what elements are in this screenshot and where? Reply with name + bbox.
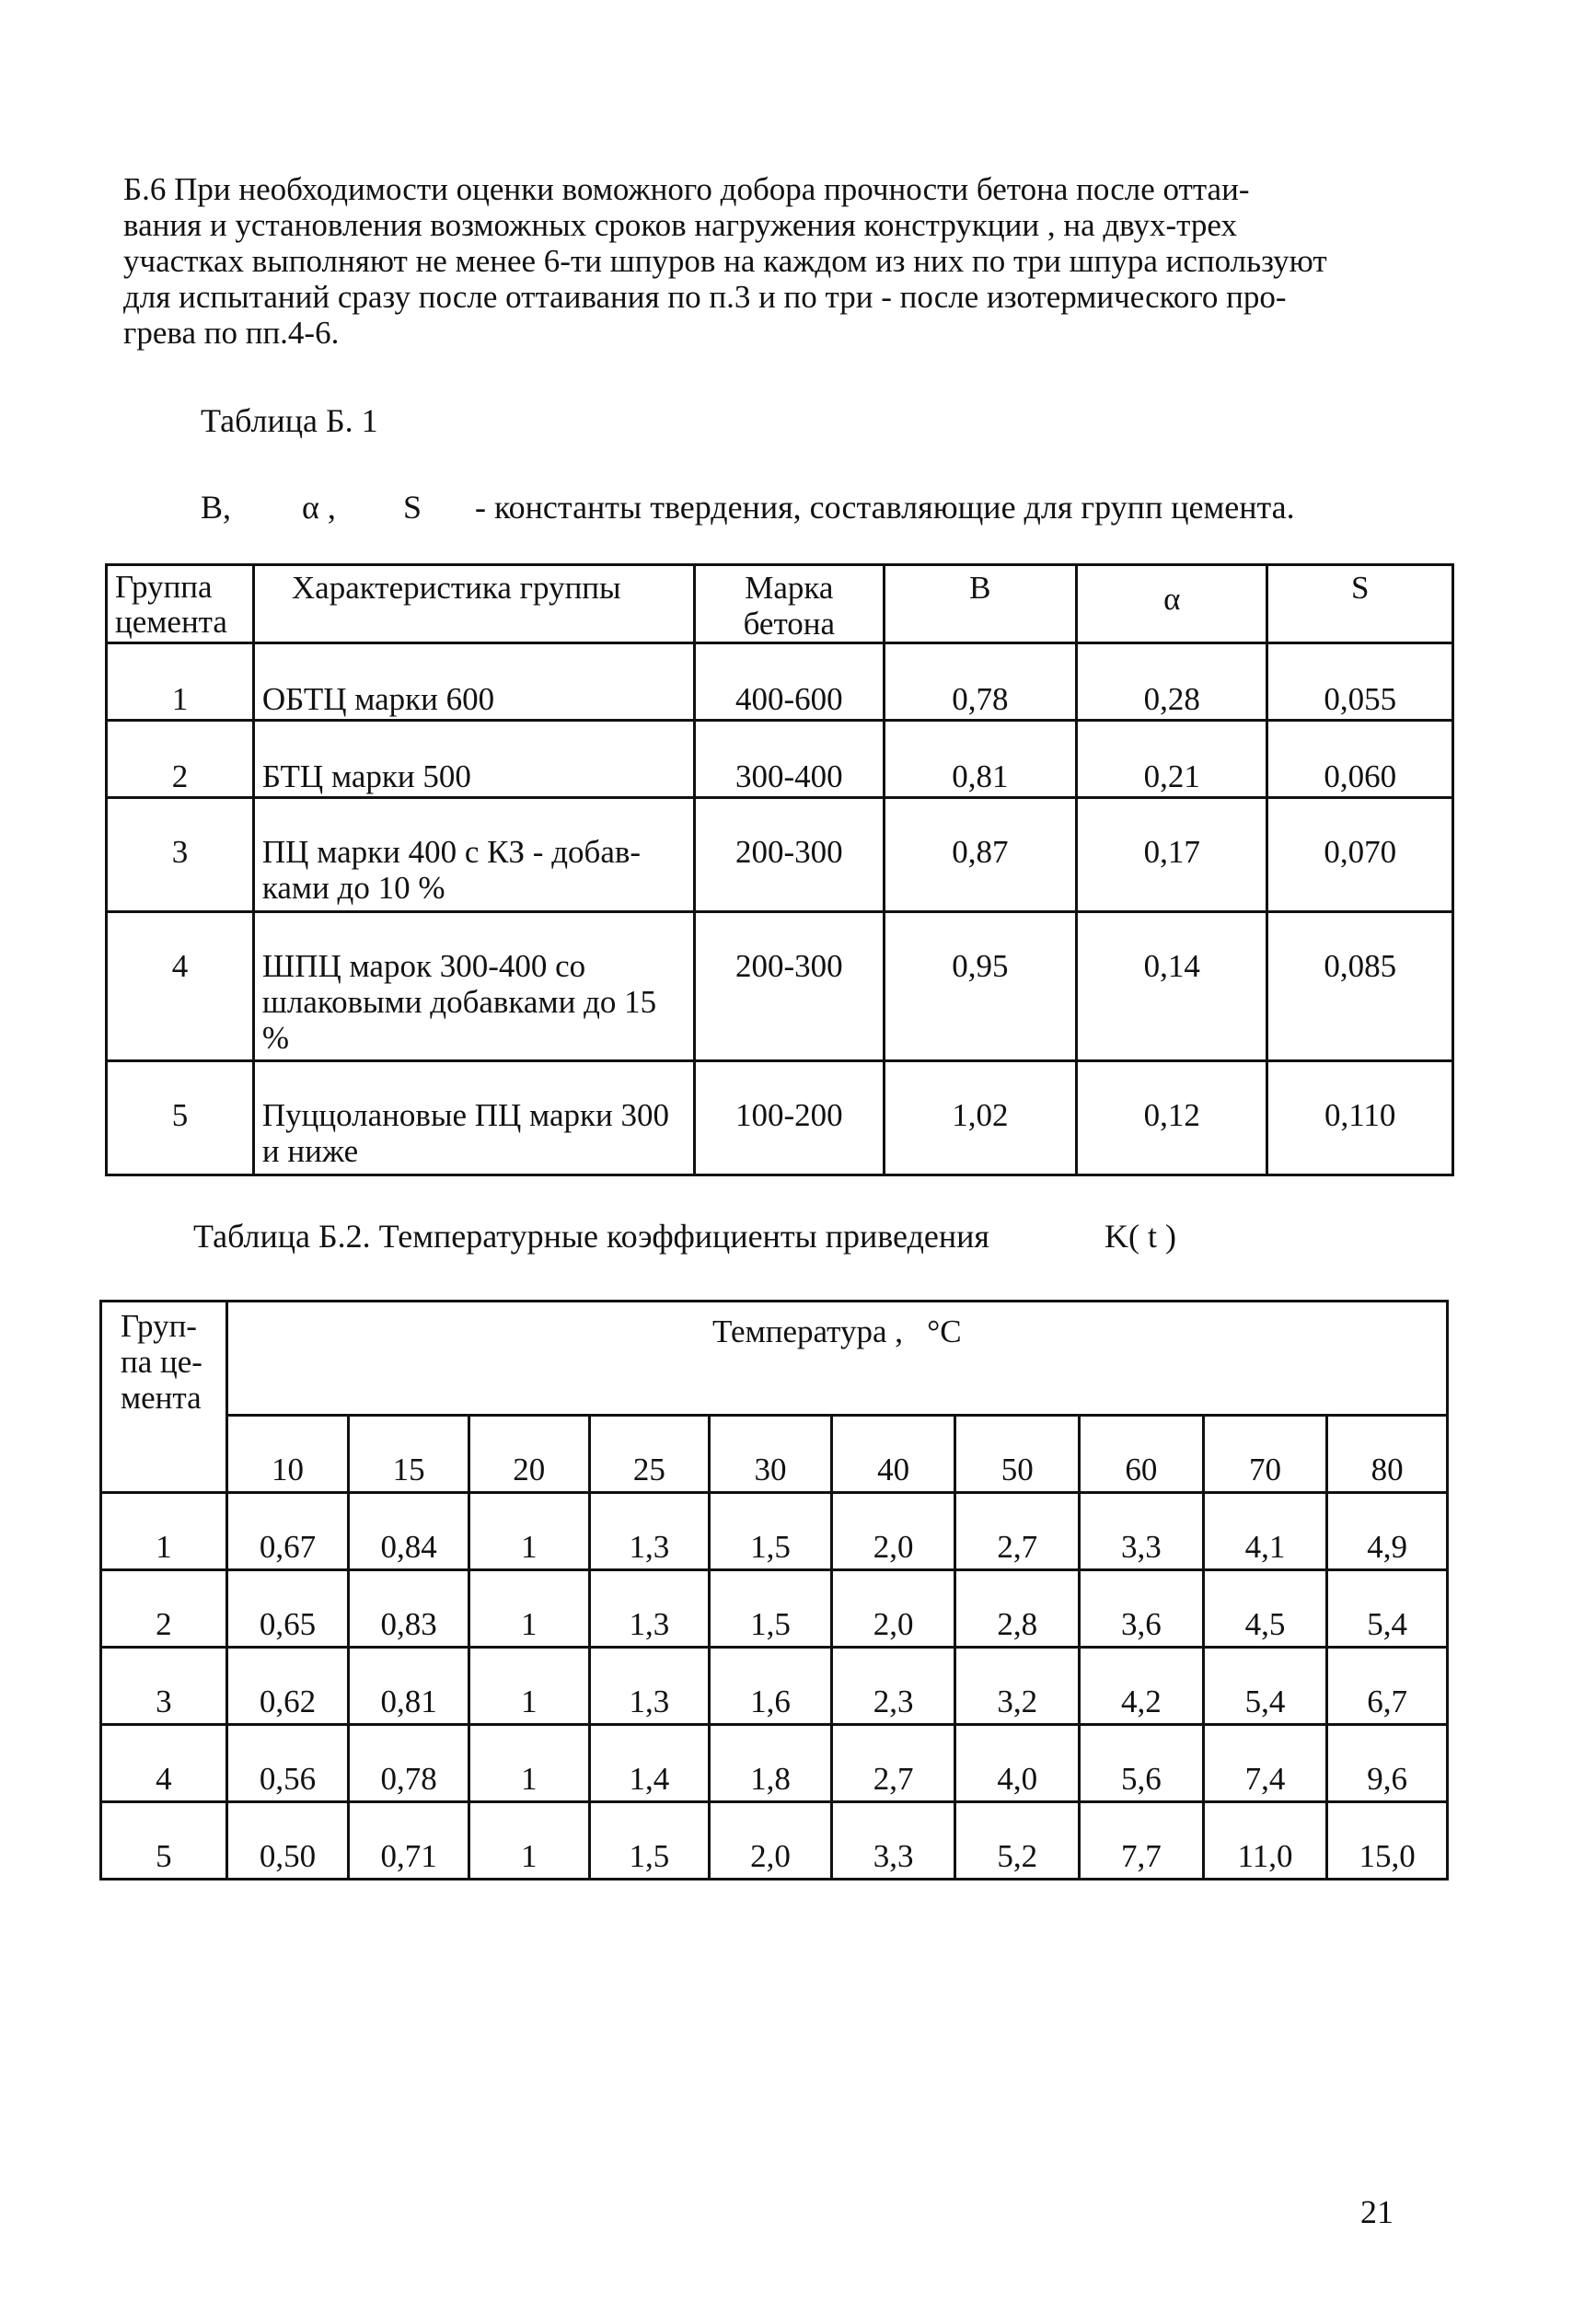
cell-coefficient: 5,4 [1327, 1570, 1448, 1648]
cell-alpha: 0,14 [1077, 912, 1267, 1061]
cell-coefficient: 5,2 [955, 1802, 1080, 1880]
cell-s: 0,070 [1267, 798, 1453, 912]
header-b: B [884, 565, 1076, 643]
cell-grade: 400-600 [695, 643, 885, 721]
cell-coefficient: 1 [468, 1725, 589, 1802]
temp-value: 25 [589, 1416, 710, 1493]
paragraph-line: грева по пп.4-6. [123, 315, 340, 351]
temp-value: 70 [1203, 1416, 1327, 1493]
cell-coefficient: 0,65 [226, 1570, 349, 1648]
cell-coefficient: 2,0 [831, 1493, 955, 1570]
cell-s: 0,055 [1267, 643, 1453, 721]
paragraph-line: участках выполняют не менее 6-ти шпуров на каждом из них по три шпура используют [123, 243, 1327, 279]
cell-coefficient: 4,5 [1203, 1570, 1327, 1648]
paragraph-line: для испытаний сразу после оттаивания по п.3 и по три - после изотермического про- [123, 279, 1287, 315]
cell-coefficient: 2,7 [955, 1493, 1080, 1570]
symbol-b: B, [201, 489, 232, 526]
cell-group: 1 [101, 1493, 227, 1570]
cell-coefficient: 15,0 [1327, 1802, 1448, 1880]
cell-group: 1 [107, 643, 254, 721]
cell-coefficient: 0,67 [226, 1493, 349, 1570]
cell-coefficient: 11,0 [1203, 1802, 1327, 1880]
cell-coefficient: 4,9 [1327, 1493, 1448, 1570]
cell-group: 4 [101, 1725, 227, 1802]
cell-coefficient: 1,4 [589, 1725, 710, 1802]
cell-coefficient: 4,0 [955, 1725, 1080, 1802]
table-temperature-coefficients [99, 1300, 1449, 1881]
cell-desc: БТЦ марки 500 [253, 721, 694, 798]
cell-s: 0,060 [1267, 721, 1453, 798]
table1-title: Таблица Б. 1 [201, 402, 378, 439]
cell-coefficient: 1 [468, 1802, 589, 1880]
cell-coefficient: 3,3 [1080, 1493, 1204, 1570]
cell-desc: ОБТЦ марки 600 [253, 643, 694, 721]
table2-body [101, 1493, 1448, 1880]
cell-coefficient: 1 [468, 1570, 589, 1648]
cell-coefficient: 0,56 [226, 1725, 349, 1802]
table2-temps-row [101, 1416, 1448, 1493]
temp-value: 80 [1327, 1416, 1448, 1493]
cell-coefficient: 3,6 [1080, 1570, 1204, 1648]
cell-s: 0,110 [1267, 1061, 1453, 1175]
table-row [101, 1570, 1448, 1648]
table2-title-symbol: K( t ) [1104, 1218, 1176, 1255]
cell-coefficient: 1 [468, 1648, 589, 1725]
temp-value: 10 [226, 1416, 349, 1493]
cell-coefficient: 0,84 [349, 1493, 469, 1570]
temp-value: 15 [349, 1416, 469, 1493]
subtitle-text: - константы твердения, составляющие для групп цемента. [475, 489, 1295, 526]
cell-grade: 300-400 [695, 721, 885, 798]
cell-alpha: 0,17 [1077, 798, 1267, 912]
header-s: S [1267, 565, 1453, 643]
cell-desc: ПЦ марки 400 с КЗ - добав-ками до 10 % [253, 798, 694, 912]
cell-coefficient: 7,7 [1080, 1802, 1204, 1880]
table-header-row [107, 565, 1453, 643]
table-row [107, 721, 1453, 798]
cell-b: 0,81 [884, 721, 1076, 798]
temp-value: 50 [955, 1416, 1080, 1493]
cell-b: 0,87 [884, 798, 1076, 912]
symbol-alpha: α , [302, 489, 336, 526]
intro-paragraph [123, 171, 1449, 351]
table2-header-row [101, 1302, 1448, 1416]
cell-coefficient: 4,2 [1080, 1648, 1204, 1725]
header-temperature: Температура , °С [226, 1302, 1447, 1416]
symbol-s: S [403, 489, 422, 526]
cell-coefficient: 0,83 [349, 1570, 469, 1648]
cell-b: 0,78 [884, 643, 1076, 721]
cell-coefficient: 2,0 [710, 1802, 832, 1880]
cell-coefficient: 0,62 [226, 1648, 349, 1725]
table-row [107, 798, 1453, 912]
cell-coefficient: 1 [468, 1493, 589, 1570]
cell-desc: ШПЦ марок 300-400 со шлаковыми добавками до 15 % [253, 912, 694, 1061]
header-group: Груп-па це-мента [101, 1302, 227, 1493]
cell-coefficient: 1,6 [710, 1648, 832, 1725]
table2-title-text: Таблица Б.2. Температурные коэффициенты приведения [193, 1218, 989, 1255]
cell-coefficient: 5,4 [1203, 1648, 1327, 1725]
cell-group: 5 [101, 1802, 227, 1880]
header-characteristic: Характеристика группы [253, 565, 694, 643]
cell-coefficient: 9,6 [1327, 1725, 1448, 1802]
cell-s: 0,085 [1267, 912, 1453, 1061]
cell-group: 4 [107, 912, 254, 1061]
header-alpha: α [1077, 565, 1267, 643]
cell-coefficient: 0,81 [349, 1648, 469, 1725]
header-group: Группа цемента [107, 565, 254, 643]
cell-coefficient: 3,2 [955, 1648, 1080, 1725]
table-row [107, 1061, 1453, 1175]
cell-coefficient: 1,3 [589, 1570, 710, 1648]
cell-coefficient: 2,0 [831, 1570, 955, 1648]
cell-coefficient: 7,4 [1203, 1725, 1327, 1802]
cell-coefficient: 2,3 [831, 1648, 955, 1725]
paragraph-line: вания и установления возможных сроков нагружения конструкции , на двух-трех [123, 207, 1237, 243]
cell-alpha: 0,12 [1077, 1061, 1267, 1175]
cell-coefficient: 1,5 [710, 1493, 832, 1570]
cell-coefficient: 2,7 [831, 1725, 955, 1802]
temp-value: 60 [1080, 1416, 1204, 1493]
cell-coefficient: 0,78 [349, 1725, 469, 1802]
cell-b: 0,95 [884, 912, 1076, 1061]
paragraph-line: Б.6 При необходимости оценки воможного добора прочности бетона после оттаи- [123, 171, 1250, 207]
table-row [107, 912, 1453, 1061]
table-row [101, 1493, 1448, 1570]
page-number: 21 [1360, 2193, 1394, 2230]
cell-coefficient: 1,8 [710, 1725, 832, 1802]
cell-desc: Пуццолановые ПЦ марки 300 и ниже [253, 1061, 694, 1175]
table-row [101, 1802, 1448, 1880]
cell-group: 5 [107, 1061, 254, 1175]
cell-coefficient: 4,1 [1203, 1493, 1327, 1570]
cell-coefficient: 1,3 [589, 1493, 710, 1570]
cell-grade: 200-300 [695, 912, 885, 1061]
cell-b: 1,02 [884, 1061, 1076, 1175]
table-row [107, 643, 1453, 721]
cell-coefficient: 1,3 [589, 1648, 710, 1725]
cell-coefficient: 1,5 [589, 1802, 710, 1880]
temp-value: 40 [831, 1416, 955, 1493]
header-grade: Марка бетона [695, 565, 885, 643]
cell-group: 2 [107, 721, 254, 798]
cell-coefficient: 6,7 [1327, 1648, 1448, 1725]
cell-coefficient: 3,3 [831, 1802, 955, 1880]
cell-group: 2 [101, 1570, 227, 1648]
cell-coefficient: 0,71 [349, 1802, 469, 1880]
cell-coefficient: 2,8 [955, 1570, 1080, 1648]
cell-alpha: 0,28 [1077, 643, 1267, 721]
cell-alpha: 0,21 [1077, 721, 1267, 798]
table-row [101, 1648, 1448, 1725]
table-hardening-constants [105, 563, 1454, 1176]
cell-coefficient: 0,50 [226, 1802, 349, 1880]
cell-coefficient: 1,5 [710, 1570, 832, 1648]
temp-value: 30 [710, 1416, 832, 1493]
cell-grade: 100-200 [695, 1061, 885, 1175]
table-row [101, 1725, 1448, 1802]
cell-group: 3 [107, 798, 254, 912]
cell-group: 3 [101, 1648, 227, 1725]
cell-coefficient: 5,6 [1080, 1725, 1204, 1802]
cell-grade: 200-300 [695, 798, 885, 912]
temp-value: 20 [468, 1416, 589, 1493]
